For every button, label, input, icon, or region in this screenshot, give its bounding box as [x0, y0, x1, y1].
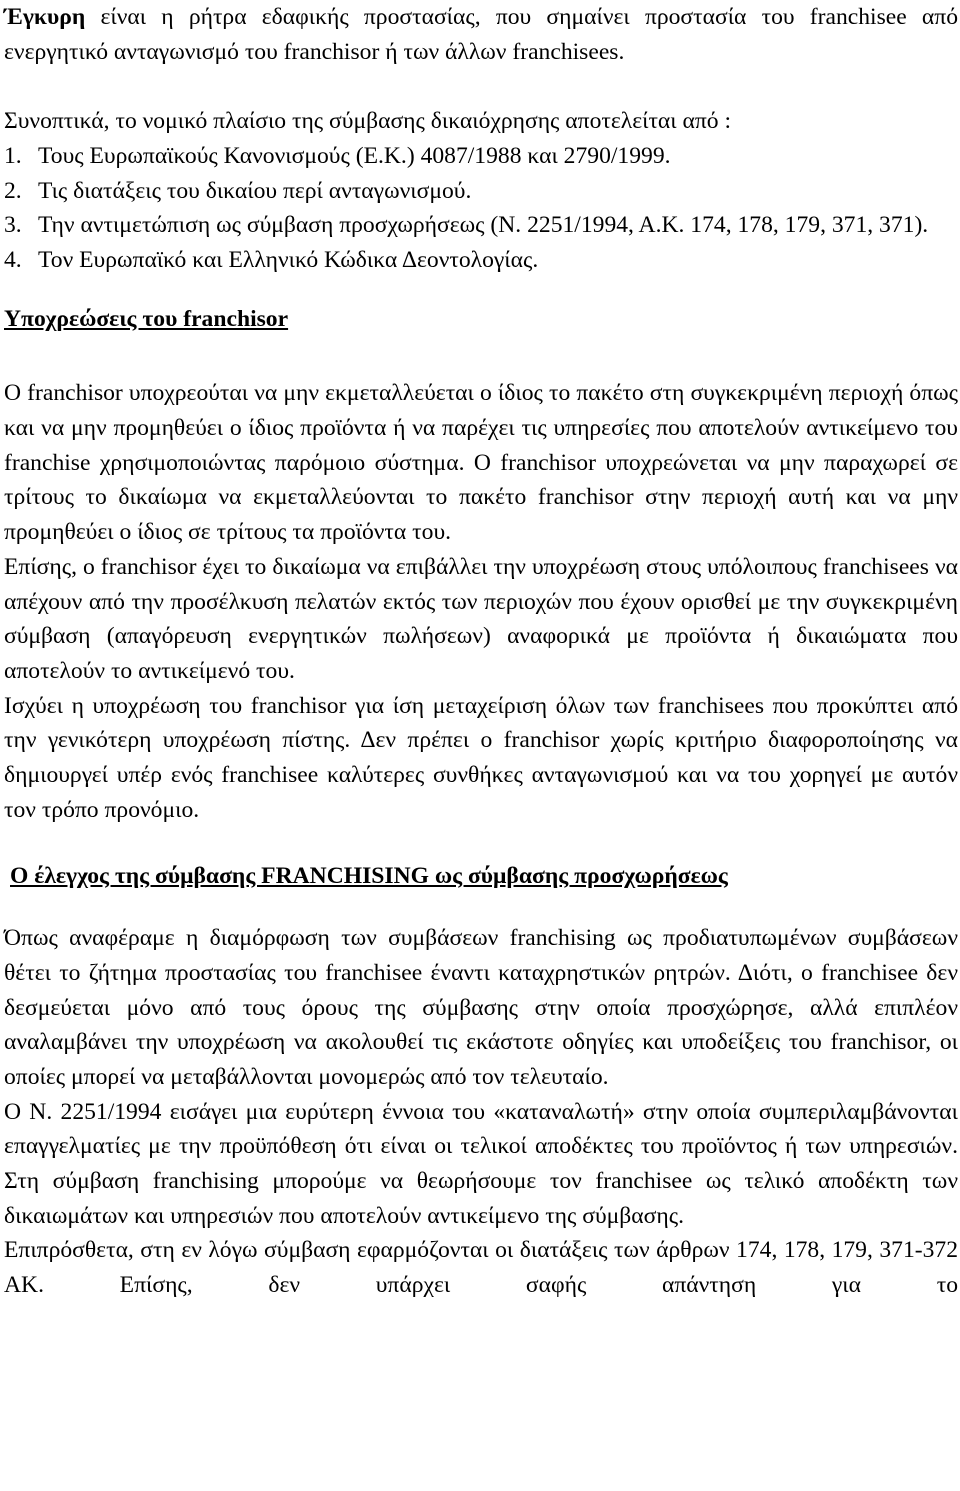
body-paragraph: Ο Ν. 2251/1994 εισάγει μια ευρύτερη έννοια του «καταναλωτή» στην οποία συμπεριλαμβάνονται επαγγελματίες με την προϋπόθεση ότι είναι οι τελικοί αποδέκτες του προϊόντος ή των υπηρεσιών. Στη σύμβαση franchising μπορούμε να θεωρήσουμε τον franchisee ως τελικό αποδέκτη των δικαιωμάτων και υπηρεσιών που αποτελούν αντικείμενο της σύμβασης.: [4, 1098, 958, 1229]
list-item-text: Την αντιμετώπιση ως σύμβαση προσχωρήσεως (Ν. 2251/1994, Α.Κ. 174, 178, 179, 371, 371).: [38, 212, 929, 239]
section-heading-contract-control: Ο έλεγχος της σύμβασης FRANCHISING ως σύμβασης προσχωρήσεως: [10, 863, 728, 890]
list-item-number: 1.: [4, 142, 22, 169]
intro-lead: Έγκυρη: [4, 4, 86, 30]
list-item-text: Τους Ευρωπαϊκούς Κανονισμούς (Ε.Κ.) 4087/1988 και 2790/1999.: [38, 142, 671, 169]
list-item-number: 2.: [4, 177, 22, 204]
body-paragraph: Ο franchisor υποχρεούται να μην εκμεταλλεύεται ο ίδιος το πακέτο στη συγκεκριμένη περιοχή όπως και να μην προμηθεύει ο ίδιος προϊόντα ή να παρέχει τις υπηρεσίες που αποτελούν αντικείμενο του franchise χρησιμοποιώντας παρόμοιο σύστημα. Ο franchisor υποχρεώνεται να μην παραχωρεί σε τρίτους το δικαίωμα να εκμεταλλεύονται το πακέτο franchisor στην περιοχή αυτή και να μην προμηθεύει ο ίδιος σε τρίτους τα προϊόντα του.: [4, 380, 958, 546]
body-paragraph: Όπως αναφέραμε η διαμόρφωση των συμβάσεων franchising ως προδιατυπωμένων συμβάσεων θέτει το ζήτημα προστασίας του franchisee έναντι καταχρηστικών ρητρών. Διότι, ο franchisee δεν δεσμεύεται μόνο από τους όρους της σύμβασης στην οποία προσχώρησε, αλλά επιπλέον αναλαμβάνει την υποχρέωση να ακολουθεί τις εκάστοτε οδηγίες και υποδείξεις του franchisor, οι οποίες μπορεί να μεταβάλλονται μονομερώς από τον τελευταίο.: [4, 925, 958, 1090]
list-item: [4, 139, 958, 174]
list-item-text: Τις διατάξεις του δικαίου περί ανταγωνισμού.: [38, 177, 472, 204]
list-item-number: 4.: [4, 246, 22, 273]
body-paragraph: Ισχύει η υποχρέωση του franchisor για ίση μεταχείριση όλων των franchisees που προκύπτει από την γενικότερη υποχρέωση πίστης. Δεν πρέπει ο franchisor χωρίς κριτήριο διαφοροποίησης να δημιουργεί υπέρ ενός franchisee καλύτερες συνθήκες ανταγωνισμού και να του χορηγεί με αυτόν τον τρόπο προνόμιο.: [4, 692, 958, 823]
framework-list: [4, 139, 958, 278]
list-item: [4, 208, 958, 243]
section-heading-franchisor-obligations: Υποχρεώσεις του franchisor: [4, 305, 289, 332]
list-item: [4, 243, 958, 278]
body-paragraph: Επίσης, ο franchisor έχει το δικαίωμα να επιβάλλει την υποχρέωση στους υπόλοιπους franchisees να απέχουν από την προσέλκυση πελατών εκτός των περιοχών που έχουν ορισθεί με την συγκεκριμένη σύμβαση (απαγόρευση ενεργητικών πωλήσεων) αναφορικά με προϊόντα ή δικαιώματα που αποτελούν το αντικείμενό του.: [4, 553, 958, 684]
list-item: [4, 174, 958, 209]
list-item-text: Τον Ευρωπαϊκό και Ελληνικό Κώδικα Δεοντολογίας.: [38, 246, 539, 273]
intro-text: είναι η ρήτρα εδαφικής προστασίας, που σημαίνει προστασία του franchisee από ενεργητικό ανταγωνισμό του franchisor ή των άλλων franchisees.: [4, 4, 958, 65]
document-page: [4, 0, 958, 1303]
list-item-number: 3.: [4, 212, 22, 239]
framework-intro: Συνοπτικά, το νομικό πλαίσιο της σύμβασης δικαιόχρησης αποτελείται από :: [4, 108, 732, 135]
intro-paragraph: [4, 0, 958, 69]
body-paragraph-continued: Επιπρόσθετα, στη εν λόγω σύμβαση εφαρμόζονται οι διατάξεις των άρθρων 174, 178, 179, 371-372 ΑΚ. Επίσης, δεν υπάρχει σαφής απάντηση για το: [4, 1237, 958, 1299]
